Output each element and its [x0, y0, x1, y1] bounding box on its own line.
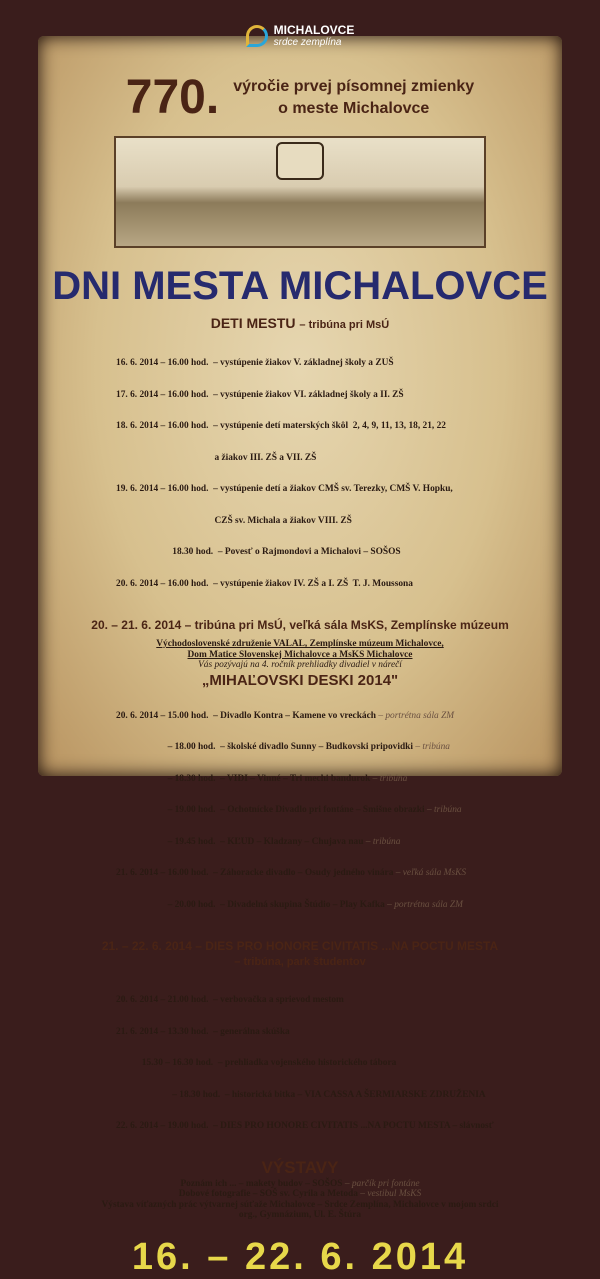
schedule-row: – 18.30 hod. – historická bitka – VIA CASSA A ŠERMIARSKE ZDRUŽENIA — [116, 1089, 486, 1100]
schedule-row: – 18.30 hod. – VIDI – Vinné – Tri mechi bandurok – tribúna — [116, 773, 408, 784]
historic-town-engraving — [114, 136, 486, 248]
schedule-row: 15.30 – 16.30 hod. – prehliadka vojenského historického tábora — [116, 1058, 397, 1068]
vystavy-heading: VÝSTAVY — [261, 1157, 339, 1177]
schedule-row: 21. 6. 2014 – 13.30 hod. – generálna skúška — [116, 1026, 290, 1037]
schedule-row: – 18.00 hod. – školské divadlo Sunny – Budkovski pripovidki – tribúna — [116, 742, 450, 752]
exhibition-row: org., Gymnázium, Ul. E. Štúra — [238, 1210, 362, 1220]
schedule-row: 19. 6. 2014 – 16.00 hod. – vystúpenie detí a žiakov CMŠ sv. Terezky, CMŠ V. Hopku, — [116, 484, 453, 494]
subtitle-line-2: o meste Michalovce — [278, 100, 430, 117]
deski-heading: 20. – 21. 6. 2014 – tribúna pri MsÚ, veľká sála MsKS, Zemplínske múzeum — [91, 618, 509, 632]
exhibition-row: Poznám ich ... – makety budov – SOŠOS – parčík pri fontáne — [180, 1178, 420, 1189]
subtitle-line-1: výročie prvej písomnej zmienky — [233, 78, 475, 95]
deti-heading: DETI MESTU – tribúna pri MsÚ — [210, 315, 390, 331]
organizers-line-1: Východoslovenské združenie VALAL, Zemplínske múzeum Michalovce, — [156, 639, 444, 649]
exhibition-row: Dobové fotografie – SOŠ sv. Cyrila a Metoda – vestibul MsKS — [178, 1189, 422, 1199]
organizers-line-2: Dom Matice Slovenskej Michalovce a MsKS Michalovce — [187, 649, 413, 660]
event-dates: 16. – 22. 6. 2014 — [131, 1235, 469, 1278]
deski-schedule — [0, 690, 600, 932]
schedule-row: – 19.45 hod. – KĽUD – Kladzany – Chujava nau – tribúna — [116, 836, 401, 847]
heart-logo-icon — [246, 25, 268, 47]
anniversary-number: 770. — [125, 71, 220, 124]
exhibition-row: Výstava víťazných prác výtvarnej súťaže Michalovce – Srdce Zemplína, Michalovce v mojom srdci — [101, 1199, 499, 1210]
dies-place: – tribúna, park študentov — [234, 956, 366, 968]
logo-tagline: srdce zemplína — [273, 37, 342, 48]
invitation-text: Vás pozývajú na 4. ročník prehliadky divadiel v nárečí — [198, 660, 402, 670]
festival-title: „MIHAĽOVSKI DESKI 2014" — [201, 671, 399, 689]
city-logo — [0, 20, 600, 52]
schedule-row: 16. 6. 2014 – 16.00 hod. – vystúpenie žiakov V. základnej školy a ZUŠ — [116, 358, 394, 368]
schedule-row: – 20.00 hod. – Divadelná skupina Štúdio – Play Kafka – portrétna sála ZM — [116, 899, 463, 910]
schedule-row: 20. 6. 2014 – 21.00 hod. – verbovačka a sprievod mestom — [116, 995, 344, 1005]
vystavy-list — [0, 1179, 600, 1221]
anniversary-header — [0, 70, 600, 126]
dies-schedule — [0, 974, 600, 1153]
anniversary-subtitle — [233, 76, 474, 120]
logo-name: MICHALOVCE — [273, 23, 355, 37]
schedule-row: 22. 6. 2014 – 19.00 hod. – DIES PRO HONORE CIVITATIS ...NA POCTU MESTA – slávnosť — [116, 1121, 494, 1131]
schedule-row: 18. 6. 2014 – 16.00 hod. – vystúpenie detí materských škôl 2, 4, 9, 11, 13, 18, 21, 22 — [116, 421, 446, 431]
deti-schedule — [0, 337, 600, 610]
main-title: DNI MESTA MICHALOVCE — [52, 264, 548, 308]
schedule-row: a žiakov III. ZŠ a VII. ZŠ — [116, 452, 317, 463]
schedule-row: CZŠ sv. Michala a žiakov VIII. ZŠ — [116, 515, 352, 526]
schedule-row: 20. 6. 2014 – 15.00 hod. – Divadlo Kontra – Kamene vo vreckách – portrétna sála ZM — [116, 710, 455, 721]
dies-heading: 21. – 22. 6. 2014 – DIES PRO HONORE CIVITATIS ...NA POCTU MESTA — [101, 939, 499, 953]
schedule-row: 18.30 hod. – Povesť o Rajmondovi a Michalovi – SOŠOS — [116, 547, 401, 557]
coat-of-arms-icon — [276, 142, 324, 180]
schedule-row: 17. 6. 2014 – 16.00 hod. – vystúpenie žiakov VI. základnej školy a II. ZŠ — [116, 389, 404, 400]
schedule-row: 21. 6. 2014 – 16.00 hod. – Záhoracke divadlo – Osudy jedného vinára – veľká sála MsKS — [116, 868, 467, 878]
schedule-row: 20. 6. 2014 – 16.00 hod. – vystúpenie žiakov IV. ZŠ a I. ZŠ T. J. Moussona — [116, 578, 413, 589]
schedule-row: – 19.00 hod. – Ochotnícke Divadlo pri fontáne – Smišne obrazki – tribúna — [116, 805, 462, 815]
